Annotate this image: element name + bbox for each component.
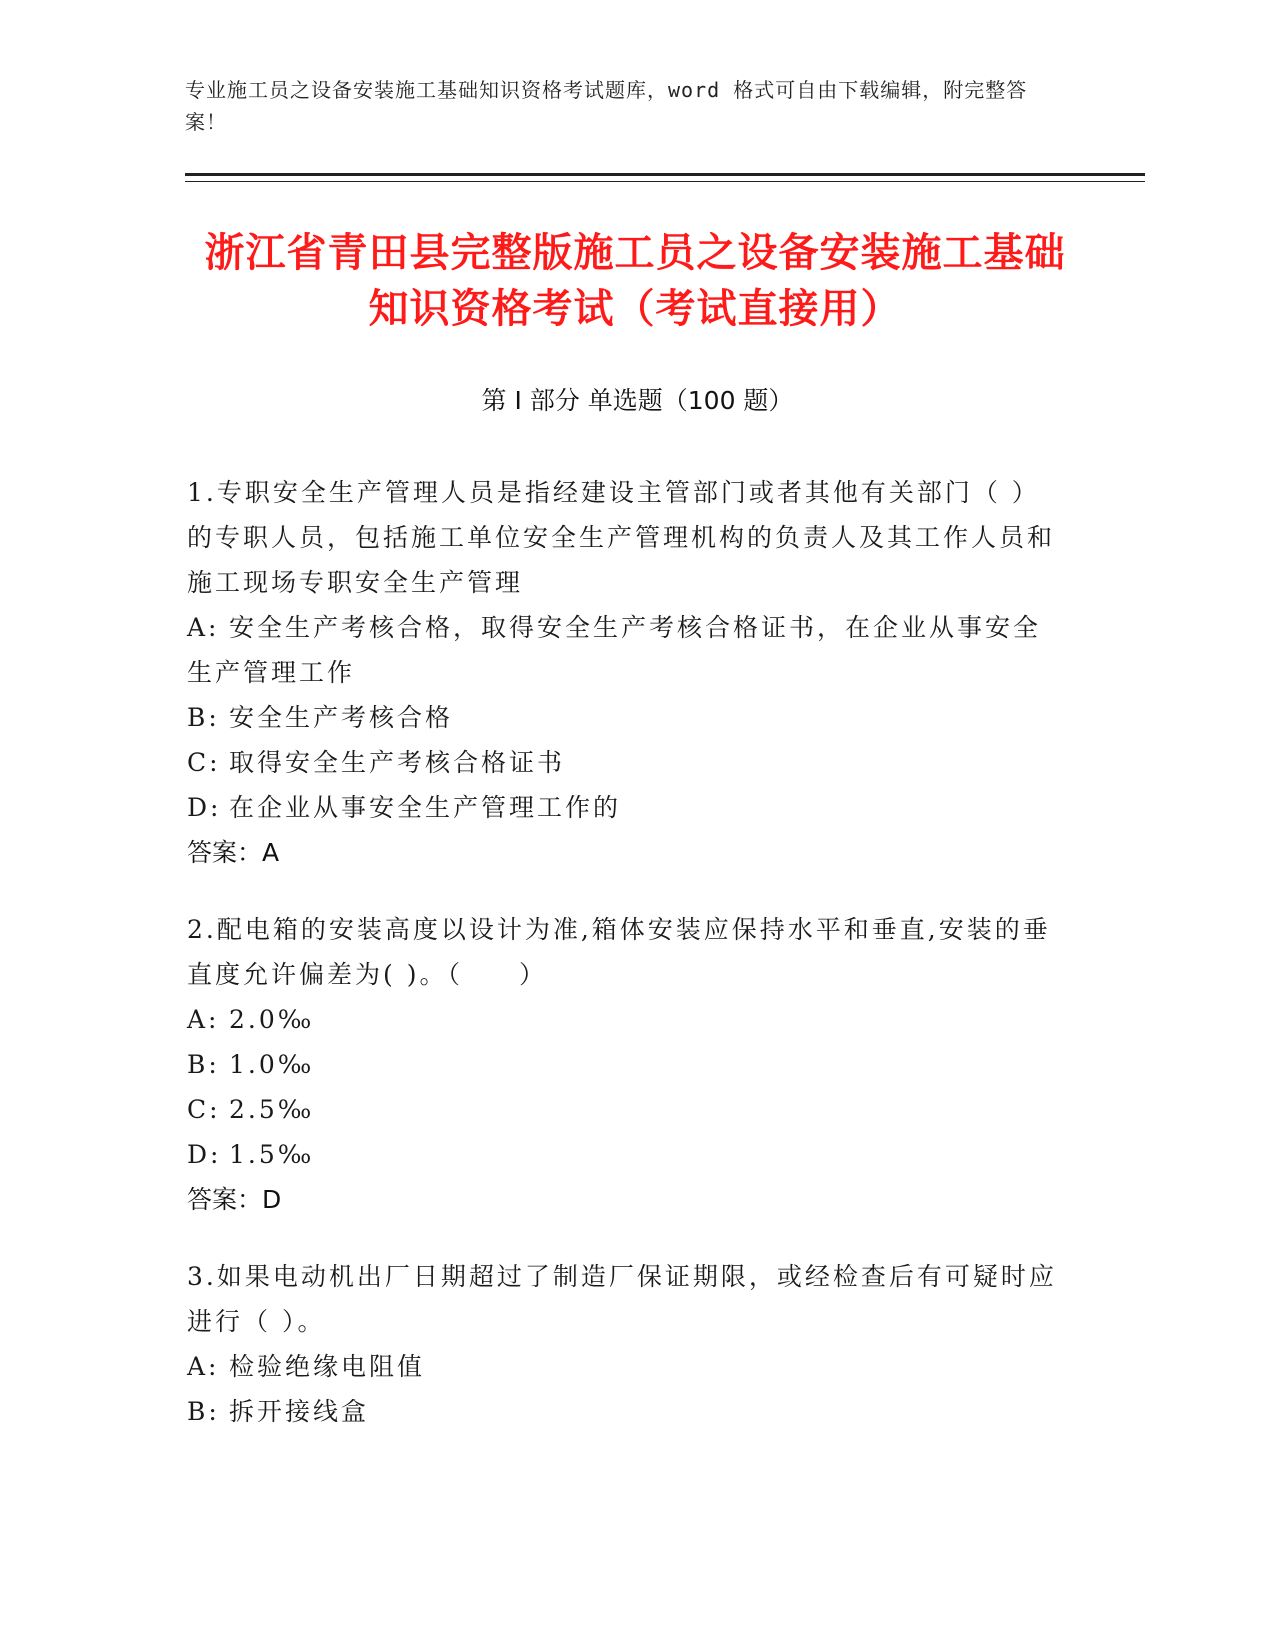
option-b — [187, 695, 1067, 740]
option-text: 1.5‰ — [229, 1140, 315, 1169]
question-3 — [187, 1254, 1067, 1434]
option-text: 拆开接线盒 — [229, 1397, 370, 1426]
option-key: D: — [187, 793, 222, 822]
document-title: 浙江省青田县完整版施工员之设备安装施工基础知识资格考试（考试直接用） — [204, 230, 1066, 332]
option-text: 安全生产考核合格 — [229, 703, 454, 732]
question-stem: 1.专职安全生产管理人员是指经建设主管部门或者其他有关部门（ ）的专职人员，包括施工单位安全生产管理机构的负责人及其工作人员和施工现场专职安全生产管理 — [187, 478, 1056, 597]
header-note: 专业施工员之设备安装施工基础知识资格考试题库，word 格式可自由下载编辑，附完整答案！ — [185, 78, 1028, 134]
question-stem: 2.配电箱的安装高度以设计为准,箱体安装应保持水平和垂直,安装的垂直度允许偏差为( )。（ ） — [187, 915, 1051, 989]
option-a — [187, 1344, 1067, 1389]
option-text: 检验绝缘电阻值 — [229, 1352, 426, 1381]
question-1 — [187, 470, 1067, 875]
option-text: 安全生产考核合格，取得安全生产考核合格证书，在企业从事安全生产管理工作 — [187, 613, 1042, 687]
option-d — [187, 1132, 1067, 1177]
header-divider-thick — [185, 173, 1145, 176]
option-d — [187, 785, 1067, 830]
answer: 答案：A — [187, 838, 280, 867]
option-text: 取得安全生产考核合格证书 — [229, 748, 566, 777]
option-c — [187, 740, 1067, 785]
option-text: 1.0‰ — [229, 1050, 315, 1079]
option-key: B: — [187, 1397, 220, 1426]
question-stem: 3.如果电动机出厂日期超过了制造厂保证期限，或经检查后有可疑时应进行（ ）。 — [187, 1262, 1057, 1336]
option-a — [187, 605, 1067, 695]
option-c — [187, 1087, 1067, 1132]
option-key: B: — [187, 703, 220, 732]
question-2 — [187, 907, 1067, 1222]
header-divider-thin — [185, 181, 1145, 182]
option-key: C: — [187, 748, 221, 777]
option-key: A: — [187, 1352, 220, 1381]
option-text: 2.0‰ — [229, 1005, 315, 1034]
question-list — [187, 470, 1067, 1466]
option-key: A: — [187, 613, 220, 642]
option-key: D: — [187, 1140, 222, 1169]
option-text: 2.5‰ — [229, 1095, 315, 1124]
answer: 答案：D — [187, 1185, 282, 1214]
option-key: B: — [187, 1050, 220, 1079]
option-text: 在企业从事安全生产管理工作的 — [229, 793, 622, 822]
option-a — [187, 997, 1067, 1042]
option-key: C: — [187, 1095, 221, 1124]
section-title: 第 I 部分 单选题（100 题） — [481, 386, 794, 415]
option-b — [187, 1042, 1067, 1087]
option-key: A: — [187, 1005, 220, 1034]
option-b — [187, 1389, 1067, 1434]
